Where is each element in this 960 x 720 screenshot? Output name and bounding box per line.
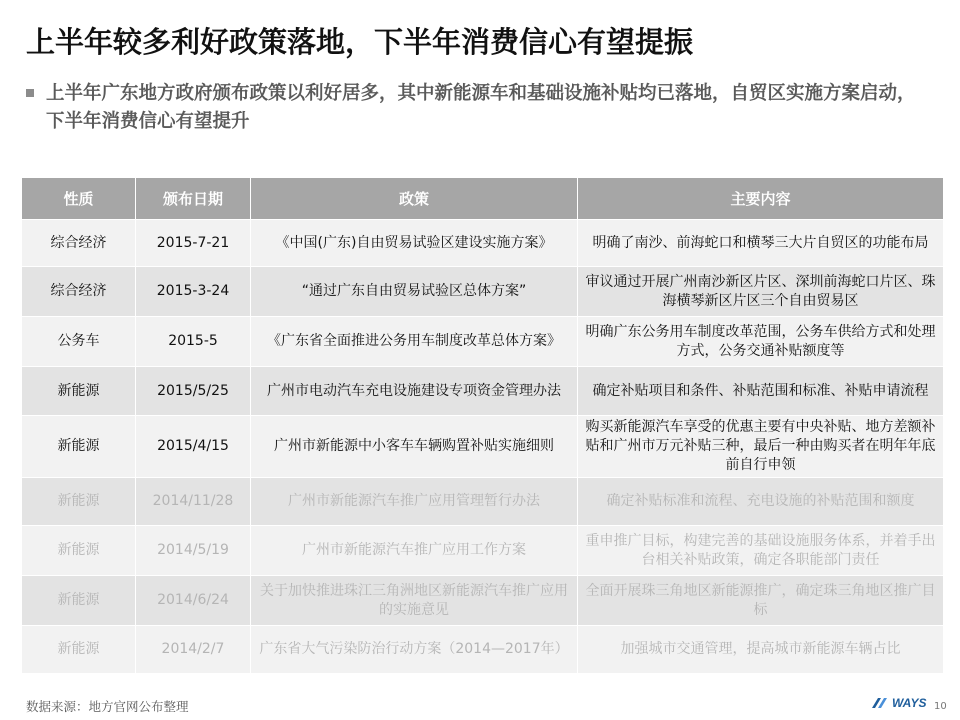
cell-content: 确定补贴标准和流程、充电设施的补贴范围和额度: [578, 478, 944, 526]
cell-nature: 新能源: [22, 416, 136, 478]
cell-date: 2015-5: [136, 317, 251, 367]
cell-policy: 《中国(广东)自由贸易试验区建设实施方案》: [251, 220, 578, 267]
summary-bullet: [26, 80, 931, 136]
header-content: 主要内容: [578, 178, 944, 220]
header-date: 颁布日期: [136, 178, 251, 220]
cell-date: 2014/5/19: [136, 526, 251, 576]
cell-content: 重申推广目标，构建完善的基础设施服务体系，并着手出台相关补贴政策，确定各职能部门责任: [578, 526, 944, 576]
cell-policy: 广州市新能源汽车推广应用管理暂行办法: [251, 478, 578, 526]
cell-policy: 广州市新能源汽车推广应用工作方案: [251, 526, 578, 576]
cell-nature: 新能源: [22, 478, 136, 526]
ways-logo-icon: [872, 697, 890, 709]
cell-content: 加强城市交通管理，提高城市新能源车辆占比: [578, 626, 944, 674]
cell-date: 2015-7-21: [136, 220, 251, 267]
cell-nature: 新能源: [22, 526, 136, 576]
table-row: [22, 317, 944, 367]
cell-content: 明确了南沙、前海蛇口和横琴三大片自贸区的功能布局: [578, 220, 944, 267]
cell-content: 明确广东公务用车制度改革范围，公务车供给方式和处理方式，公务交通补贴额度等: [578, 317, 944, 367]
bullet-square-icon: [26, 89, 34, 97]
header-policy: 政策: [251, 178, 578, 220]
policy-table: [21, 177, 944, 674]
table-row: [22, 526, 944, 576]
cell-content: 全面开展珠三角地区新能源推广，确定珠三角地区推广目标: [578, 576, 944, 626]
table-row: [22, 220, 944, 267]
page-number: 10: [934, 701, 947, 712]
cell-date: 2015/4/15: [136, 416, 251, 478]
summary-text: 上半年广东地方政府颁布政策以利好居多，其中新能源车和基础设施补贴均已落地，自贸区实施方案启动，下半年消费信心有望提升: [46, 83, 916, 132]
table-row: [22, 478, 944, 526]
table-row: [22, 576, 944, 626]
data-source-note: 数据来源：地方官网公布整理: [26, 699, 189, 714]
cell-content: 审议通过开展广州南沙新区片区、深圳前海蛇口片区、珠海横琴新区片区三个自由贸易区: [578, 267, 944, 317]
cell-nature: 新能源: [22, 367, 136, 416]
cell-nature: 新能源: [22, 576, 136, 626]
cell-content: 确定补贴项目和条件、补贴范围和标准、补贴申请流程: [578, 367, 944, 416]
cell-policy: “通过广东自由贸易试验区总体方案”: [251, 267, 578, 317]
table-row: [22, 367, 944, 416]
cell-policy: 广州市电动汽车充电设施建设专项资金管理办法: [251, 367, 578, 416]
cell-nature: 公务车: [22, 317, 136, 367]
cell-policy: 广东省大气污染防治行动方案（2014—2017年）: [251, 626, 578, 674]
table-row: [22, 267, 944, 317]
cell-date: 2014/2/7: [136, 626, 251, 674]
logo-text: WAYS: [892, 696, 927, 710]
cell-nature: 综合经济: [22, 267, 136, 317]
cell-content: 购买新能源汽车享受的优惠主要有中央补贴、地方差额补贴和广州市万元补贴三种，最后一种由购买者在明年年底前自行申领: [578, 416, 944, 478]
cell-nature: 综合经济: [22, 220, 136, 267]
cell-date: 2015/5/25: [136, 367, 251, 416]
table-row: [22, 626, 944, 674]
table-row: [22, 416, 944, 478]
cell-nature: 新能源: [22, 626, 136, 674]
cell-date: 2014/6/24: [136, 576, 251, 626]
cell-policy: 《广东省全面推进公务用车制度改革总体方案》: [251, 317, 578, 367]
ways-logo: [872, 696, 926, 710]
page-title: 上半年较多利好政策落地，下半年消费信心有望提振: [26, 25, 694, 59]
header-nature: 性质: [22, 178, 136, 220]
table-header-row: [22, 178, 944, 220]
cell-policy: 广州市新能源中小客车车辆购置补贴实施细则: [251, 416, 578, 478]
cell-policy: 关于加快推进珠江三角洲地区新能源汽车推广应用的实施意见: [251, 576, 578, 626]
cell-date: 2015-3-24: [136, 267, 251, 317]
cell-date: 2014/11/28: [136, 478, 251, 526]
